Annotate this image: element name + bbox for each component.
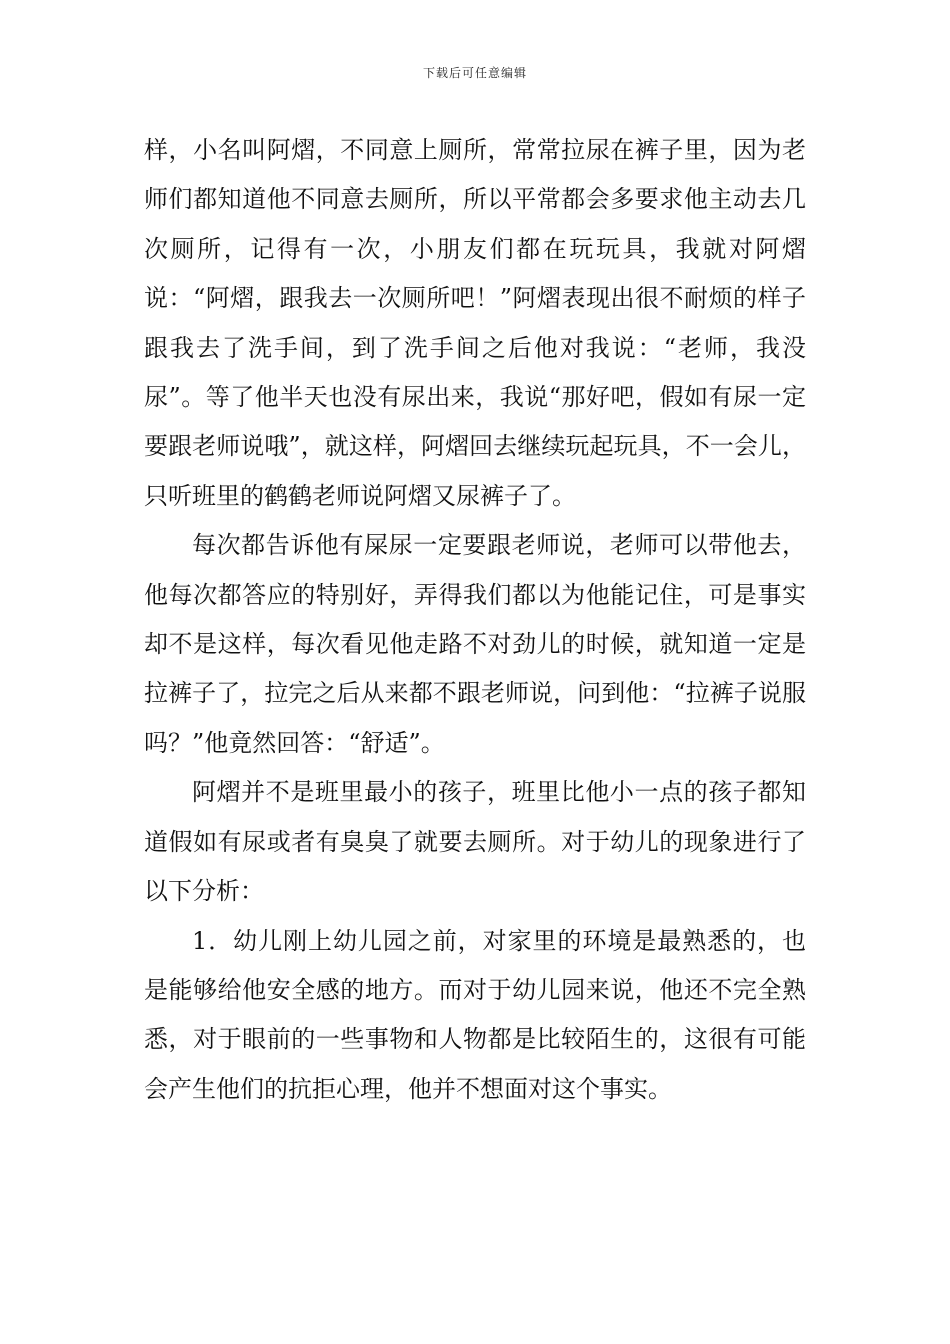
paragraph-2: 每次都告诉他有屎尿一定要跟老师说，老师可以带他去，他每次都答应的特别好，弄得我们都以为他能记住，可是事实却不是这样，每次看见他走路不对劲儿的时候，就知道一定是拉裤子了，拉完之后从来都不跟老师说，问到他：“拉裤子说服吗？”他竟然回答：“舒适”。 <box>144 531 806 757</box>
document-body <box>144 126 806 1114</box>
paragraph-3: 阿熠并不是班里最小的孩子，班里比他小一点的孩子都知道假如有尿或者有臭臭了就要去厕所。对于幼儿的现象进行了以下分析： <box>144 778 806 906</box>
paragraph-4: 1．幼儿刚上幼儿园之前，对家里的环境是最熟悉的，也是能够给他安全感的地方。而对于幼儿园来说，他还不完全熟悉，对于眼前的一些事物和人物都是比较陌生的，这很有可能会产生他们的抗拒心理，他并不想面对这个事实。 <box>144 926 806 1103</box>
paragraph-1: 样，小名叫阿熠，不同意上厕所，常常拉尿在裤子里，因为老师们都知道他不同意去厕所，所以平常都会多要求他主动去几次厕所，记得有一次，小朋友们都在玩玩具，我就对阿熠说：“阿熠，跟我去一次厕所吧！”阿熠表现出很不耐烦的样子跟我去了洗手间，到了洗手间之后他对我说：“老师，我没尿”。等了他半天也没有尿出来，我说“那好吧，假如有尿一定要跟老师说哦”，就这样，阿熠回去继续玩起玩具，不一会儿，只听班里的鹤鹤老师说阿熠又尿裤子了。 <box>144 136 806 510</box>
page-header: 下载后可任意编辑 <box>422 66 527 80</box>
